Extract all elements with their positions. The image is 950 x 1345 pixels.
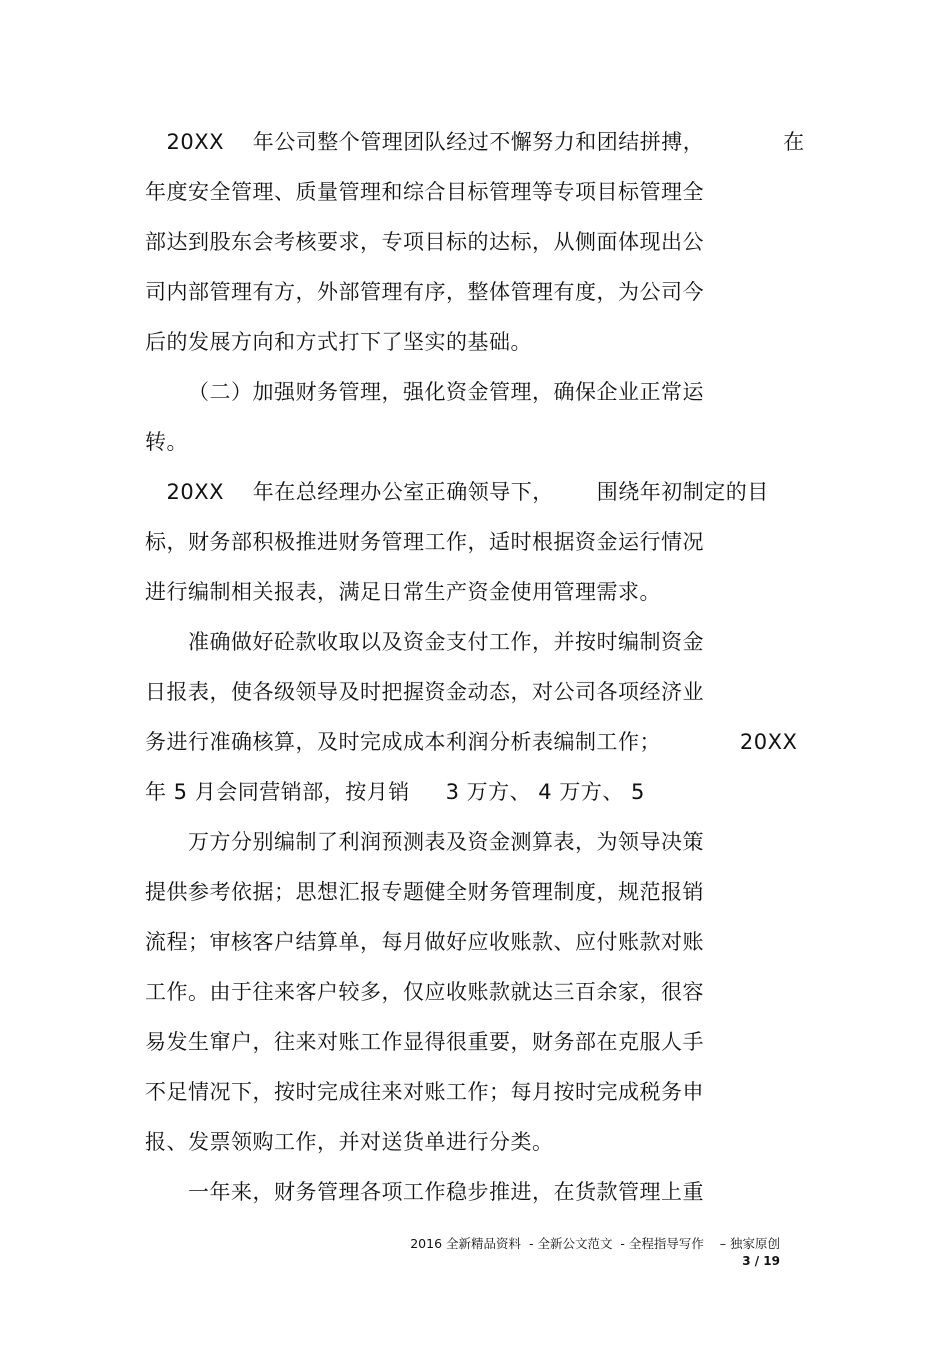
text-line: 工作。由于往来客户较多，仅应收账款就达三百余家，很容 <box>145 980 704 1004</box>
section-heading: （二）加强财务管理，强化资金管理，确保企业正常运 <box>145 380 705 404</box>
text-line: 后的发展方向和方式打下了坚实的基础。 <box>145 330 532 354</box>
text-line: 准确做好砼款收取以及资金支付工作，并按时编制资金 <box>145 630 705 654</box>
text-line: 一年来，财务管理各项工作稳步推进，在货款管理上重 <box>145 1180 705 1204</box>
text-line: 进行编制相关报表，满足日常生产资金使用管理需求。 <box>145 580 661 604</box>
text-line: 日报表，使各级领导及时把握资金动态，对公司各项经济业 <box>145 680 704 704</box>
text-line: 标，财务部积极推进财务管理工作，适时根据资金运行情况 <box>145 530 704 554</box>
text-line: 20XX 年在总经理办公室正确领导下， 围绕年初制定的目 <box>145 480 769 504</box>
text-line: 务进行准确核算，及时完成成本利润分析表编制工作； 20XX <box>145 730 798 754</box>
text-line: 报、发票领购工作，并对送货单进行分类。 <box>145 1130 554 1154</box>
text-line: 年 5 月会同营销部，按月销 3 万方、 4 万方、 5 <box>145 780 645 804</box>
text-line: 易发生窜户，往来对账工作显得很重要，财务部在克服人手 <box>145 1030 704 1054</box>
text-line: 20XX 年公司整个管理团队经过不懈努力和团结拼搏， 在 <box>145 130 805 154</box>
text-line: 年度安全管理、质量管理和综合目标管理等专项目标管理全 <box>145 180 704 204</box>
text-line: 万方分别编制了利润预测表及资金测算表，为领导决策 <box>145 830 705 854</box>
text-line: 提供参考依据；思想汇报专题健全财务管理制度，规范报销 <box>145 880 704 904</box>
text-line: 部达到股东会考核要求，专项目标的达标，从侧面体现出公 <box>145 230 704 254</box>
text-line: 不足情况下，按时完成往来对账工作；每月按时完成税务申 <box>145 1080 704 1104</box>
page-number: 3 / 19 <box>742 1254 780 1268</box>
text-line: 转。 <box>145 430 188 454</box>
text-line: 流程；审核客户结算单，每月做好应收账款、应付账款对账 <box>145 930 704 954</box>
footer-caption: 2016 全新精品资料 - 全新公文范文 - 全程指导写作 – 独家原创 <box>410 1236 780 1251</box>
text-line: 司内部管理有方，外部管理有序，整体管理有度，为公司今 <box>145 280 704 304</box>
